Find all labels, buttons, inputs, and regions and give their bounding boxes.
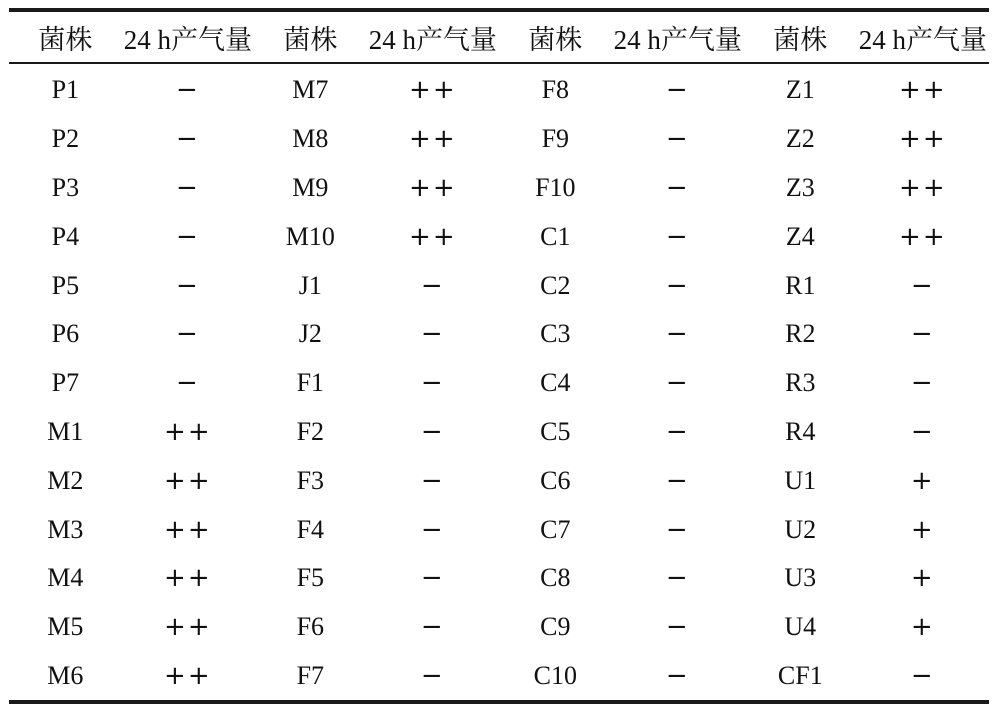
gas-production-cell: ++: [899, 221, 947, 252]
gas-production-cell: −: [665, 319, 690, 350]
strain-cell: P4: [51, 221, 80, 251]
gas-production-cell: −: [175, 270, 200, 301]
strain-cell: F6: [296, 612, 325, 642]
gas-production-cell: −: [665, 368, 690, 399]
gas-production-cell: −: [910, 368, 935, 399]
strain-cell: F1: [296, 368, 325, 398]
table-row: [9, 64, 989, 115]
gas-production-cell: −: [665, 172, 690, 203]
strain-cell: M9: [292, 172, 329, 202]
strain-cell: M3: [47, 514, 84, 544]
strain-cell: C3: [540, 319, 571, 349]
gas-production-cell: ++: [409, 75, 457, 106]
strain-cell: C2: [540, 270, 571, 300]
strain-cell: M4: [47, 563, 84, 593]
gas-production-cell: +: [910, 612, 935, 643]
strain-cell: F5: [296, 563, 325, 593]
table-row: [9, 652, 989, 701]
gas-production-cell: ++: [164, 465, 212, 496]
strain-cell: J2: [298, 319, 322, 349]
gas-production-cell: +: [910, 563, 935, 594]
gas-production-cell: −: [175, 172, 200, 203]
table-row: [9, 261, 989, 310]
strain-cell: Z1: [785, 75, 815, 105]
header-strain: 菌株: [528, 24, 583, 55]
gas-production-cell: −: [420, 319, 445, 350]
strain-cell: U4: [784, 612, 817, 642]
gas-production-cell: ++: [164, 660, 212, 691]
strain-cell: F7: [296, 660, 325, 690]
strain-cell: M8: [292, 124, 329, 154]
data-table-body: [9, 64, 989, 700]
header-gas-24h: 24 h产气量: [858, 24, 987, 55]
gas-production-cell: −: [910, 270, 935, 301]
strain-cell: Z4: [785, 221, 815, 251]
header-strain: 菌株: [773, 24, 828, 55]
strain-cell: C1: [540, 221, 571, 251]
strain-cell: M6: [47, 660, 84, 690]
strain-cell: C5: [540, 416, 571, 446]
gas-production-cell: ++: [409, 221, 457, 252]
gas-production-cell: ++: [164, 514, 212, 545]
gas-production-cell: −: [175, 221, 200, 252]
table-row: [9, 505, 989, 554]
table-row: [9, 359, 989, 408]
strain-cell: U3: [784, 563, 817, 593]
gas-production-cell: ++: [409, 172, 457, 203]
gas-production-cell: −: [420, 563, 445, 594]
strain-cell: M10: [285, 221, 335, 251]
gas-production-cell: ++: [164, 563, 212, 594]
strain-cell: R2: [785, 319, 816, 349]
strain-cell: Z2: [785, 124, 815, 154]
gas-production-cell: −: [910, 319, 935, 350]
strain-cell: C7: [540, 514, 571, 544]
gas-production-cell: −: [420, 514, 445, 545]
strain-cell: P1: [51, 75, 80, 105]
strain-cell: J1: [298, 270, 322, 300]
gas-production-table: [9, 8, 989, 704]
header-gas-24h: 24 h产气量: [123, 24, 252, 55]
strain-cell: P5: [51, 270, 80, 300]
table-row: [9, 603, 989, 652]
gas-production-cell: −: [420, 465, 445, 496]
strain-cell: C4: [540, 368, 571, 398]
gas-production-cell: −: [420, 416, 445, 447]
table-row: [9, 115, 989, 164]
strain-cell: U1: [784, 465, 817, 495]
gas-production-cell: ++: [899, 75, 947, 106]
gas-production-cell: −: [175, 75, 200, 106]
gas-production-cell: −: [665, 660, 690, 691]
strain-cell: M1: [47, 416, 84, 446]
gas-production-cell: −: [665, 221, 690, 252]
gas-production-cell: +: [910, 514, 935, 545]
header-row: [9, 12, 989, 62]
strain-cell: F2: [296, 416, 325, 446]
gas-production-cell: ++: [899, 124, 947, 155]
strain-cell: C9: [540, 612, 571, 642]
table-row: [9, 310, 989, 359]
strain-cell: CF1: [777, 660, 823, 690]
strain-cell: P7: [51, 368, 80, 398]
strain-cell: F8: [541, 75, 570, 105]
strain-cell: P6: [51, 319, 80, 349]
strain-cell: M5: [47, 612, 84, 642]
gas-production-cell: −: [175, 124, 200, 155]
gas-production-cell: −: [420, 612, 445, 643]
strain-cell: P3: [51, 172, 80, 202]
strain-cell: Z3: [785, 172, 815, 202]
bottom-rule: [9, 700, 989, 704]
data-table: [9, 12, 989, 62]
gas-production-cell: −: [420, 660, 445, 691]
gas-production-cell: +: [910, 465, 935, 496]
gas-production-cell: −: [910, 660, 935, 691]
table-row: [9, 554, 989, 603]
gas-production-cell: ++: [409, 124, 457, 155]
gas-production-cell: −: [175, 319, 200, 350]
header-gas-24h: 24 h产气量: [613, 24, 742, 55]
table-row: [9, 164, 989, 213]
gas-production-cell: ++: [164, 416, 212, 447]
strain-cell: U2: [784, 514, 817, 544]
strain-cell: M2: [47, 465, 84, 495]
gas-production-cell: −: [665, 416, 690, 447]
strain-cell: F4: [296, 514, 325, 544]
gas-production-cell: −: [665, 75, 690, 106]
header-strain: 菌株: [38, 24, 93, 55]
gas-production-cell: −: [665, 270, 690, 301]
gas-production-cell: −: [665, 563, 690, 594]
strain-cell: F10: [535, 172, 576, 202]
header-strain: 菌株: [283, 24, 338, 55]
gas-production-cell: −: [665, 612, 690, 643]
table-row: [9, 456, 989, 505]
gas-production-cell: −: [665, 465, 690, 496]
strain-cell: R3: [785, 368, 816, 398]
gas-production-cell: −: [420, 270, 445, 301]
strain-cell: C8: [540, 563, 571, 593]
strain-cell: P2: [51, 124, 80, 154]
table-row: [9, 212, 989, 261]
gas-production-cell: −: [420, 368, 445, 399]
strain-cell: M7: [292, 75, 329, 105]
header-gas-24h: 24 h产气量: [368, 24, 497, 55]
gas-production-cell: ++: [899, 172, 947, 203]
strain-cell: C10: [533, 660, 577, 690]
gas-production-cell: −: [665, 124, 690, 155]
strain-cell: R4: [785, 416, 816, 446]
gas-production-cell: ++: [164, 612, 212, 643]
strain-cell: F9: [541, 124, 570, 154]
gas-production-cell: −: [175, 368, 200, 399]
table-row: [9, 408, 989, 457]
gas-production-cell: −: [910, 416, 935, 447]
strain-cell: R1: [785, 270, 816, 300]
strain-cell: C6: [540, 465, 571, 495]
gas-production-cell: −: [665, 514, 690, 545]
strain-cell: F3: [296, 465, 325, 495]
